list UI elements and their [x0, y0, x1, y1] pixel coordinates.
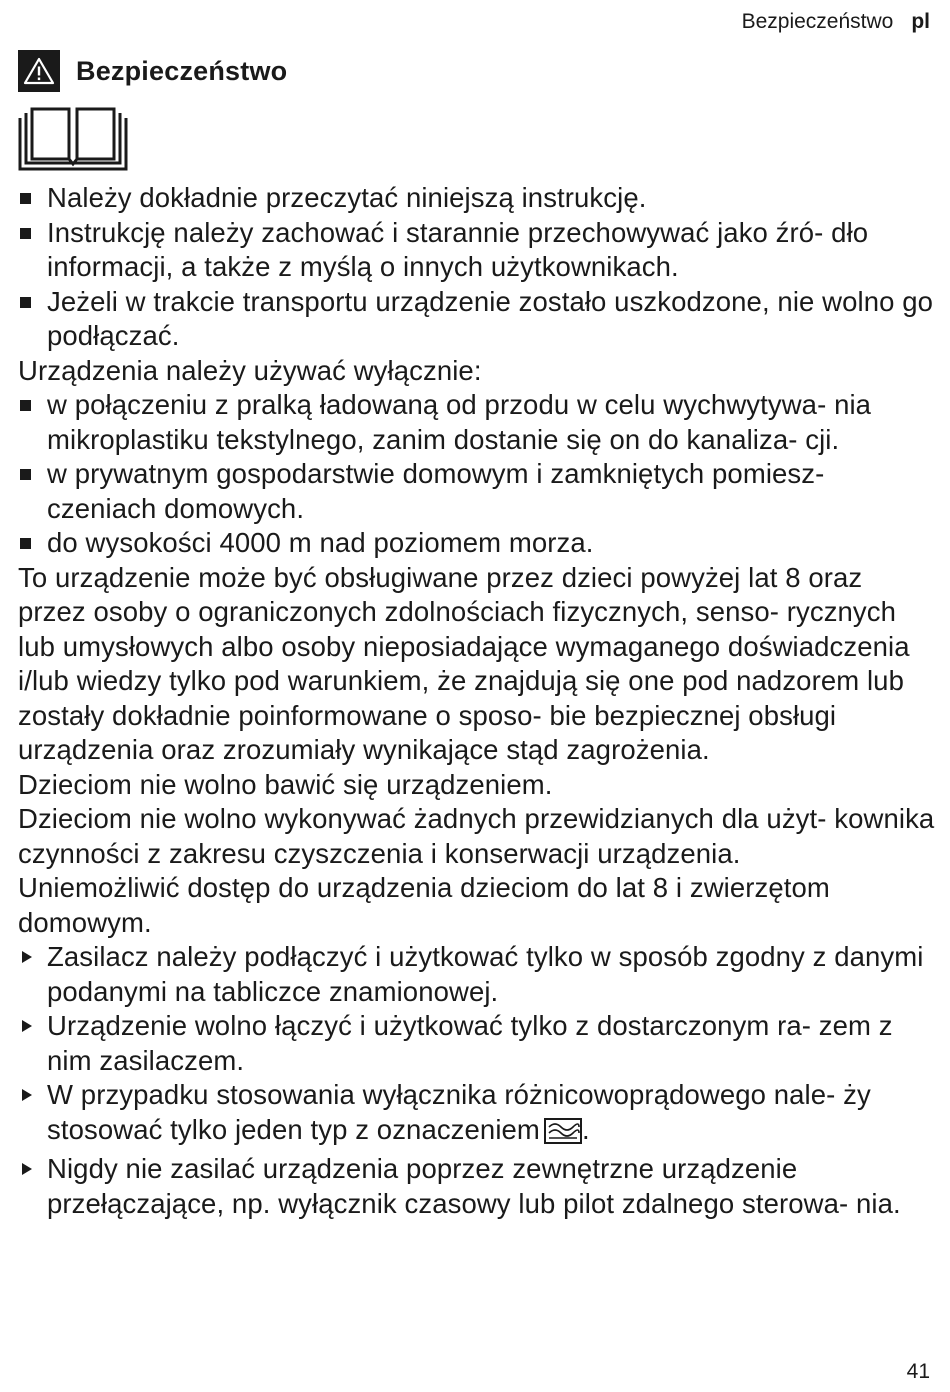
- list-item: do wysokości 4000 m nad poziomem morza.: [18, 526, 936, 561]
- list-item: Instrukcję należy zachować i starannie przechowywać jako źró- dło informacji, a także z myślą o innych użytkownikach.: [18, 216, 936, 285]
- warning-triangle-icon: [18, 50, 60, 92]
- paragraph: Dzieciom nie wolno wykonywać żadnych przewidzianych dla użyt- kownika czynności z zakresu czyszczenia i konserwacji urządzenia.: [18, 803, 935, 869]
- header-language-code: pl: [911, 10, 930, 33]
- usage-intro: Urządzenia należy używać wyłącznie:: [18, 354, 482, 386]
- section-title: Bezpieczeństwo: [76, 55, 288, 86]
- header-section-name: Bezpieczeństwo: [741, 10, 894, 33]
- paragraph: Dzieciom nie wolno bawić się urządzeniem.: [18, 768, 553, 800]
- list-item-suffix: .: [581, 1113, 590, 1145]
- list-item: [18, 1078, 936, 1152]
- list-item: Zasilacz należy podłączyć i użytkować tylko w sposób zgodny z danymi podanymi na tabliczce znamionowej.: [18, 940, 936, 1009]
- list-item: w połączeniu z pralką ładowaną od przodu w celu wychwytywa- nia mikroplastiku tekstylnego, zanim dostanie się on do kanaliza- cji.: [18, 388, 936, 457]
- reading-instructions-list: [18, 181, 936, 354]
- paragraph: Uniemożliwić dostęp do urządzenia dzieciom do lat 8 i zwierzętom domowym.: [18, 872, 830, 938]
- open-book-icon: [18, 105, 128, 176]
- list-item: Jeżeli w trakcie transportu urządzenie zostało uszkodzone, nie wolno go podłączać.: [18, 285, 936, 354]
- intended-use-list: [18, 388, 936, 561]
- list-item: Należy dokładnie przeczytać niniejszą instrukcję.: [18, 181, 936, 216]
- list-item: Urządzenie wolno łączyć i użytkować tylko z dostarczonym ra- zem z nim zasilaczem.: [18, 1009, 936, 1078]
- section-heading: [18, 50, 287, 92]
- list-item-text: W przypadku stosowania wyłącznika różnicowoprądowego nale- ży stosować tylko jeden typ z oznaczeniem: [47, 1079, 871, 1145]
- power-supply-list: [18, 940, 936, 1221]
- list-item: Nigdy nie zasilać urządzenia poprzez zewnętrzne urządzenie przełączające, np. wyłącznik czasowy lub pilot zdalnego sterowa- nia.: [18, 1152, 936, 1221]
- page-header: [742, 6, 930, 38]
- safety-instructions: [18, 181, 936, 1221]
- rcd-type-symbol-icon: [544, 1118, 582, 1153]
- list-item: w prywatnym gospodarstwie domowym i zamkniętych pomiesz- czeniach domowych.: [18, 457, 936, 526]
- page-number: 41: [906, 1360, 930, 1383]
- paragraph: To urządzenie może być obsługiwane przez dzieci powyżej lat 8 oraz przez osoby o ograniczonych zdolnościach fizycznych, senso- rycznych lub umysłowych albo osoby nieposiadające wymaganego doświadczenia i/lub wiedzy tylko pod warunkiem, że znajdują się one pod nadzorem lub zostały dokładnie poinformowane o sposo- bie bezpiecznej obsługi urządzenia oraz zrozumiały wynikające stąd zagrożenia.: [18, 561, 910, 765]
